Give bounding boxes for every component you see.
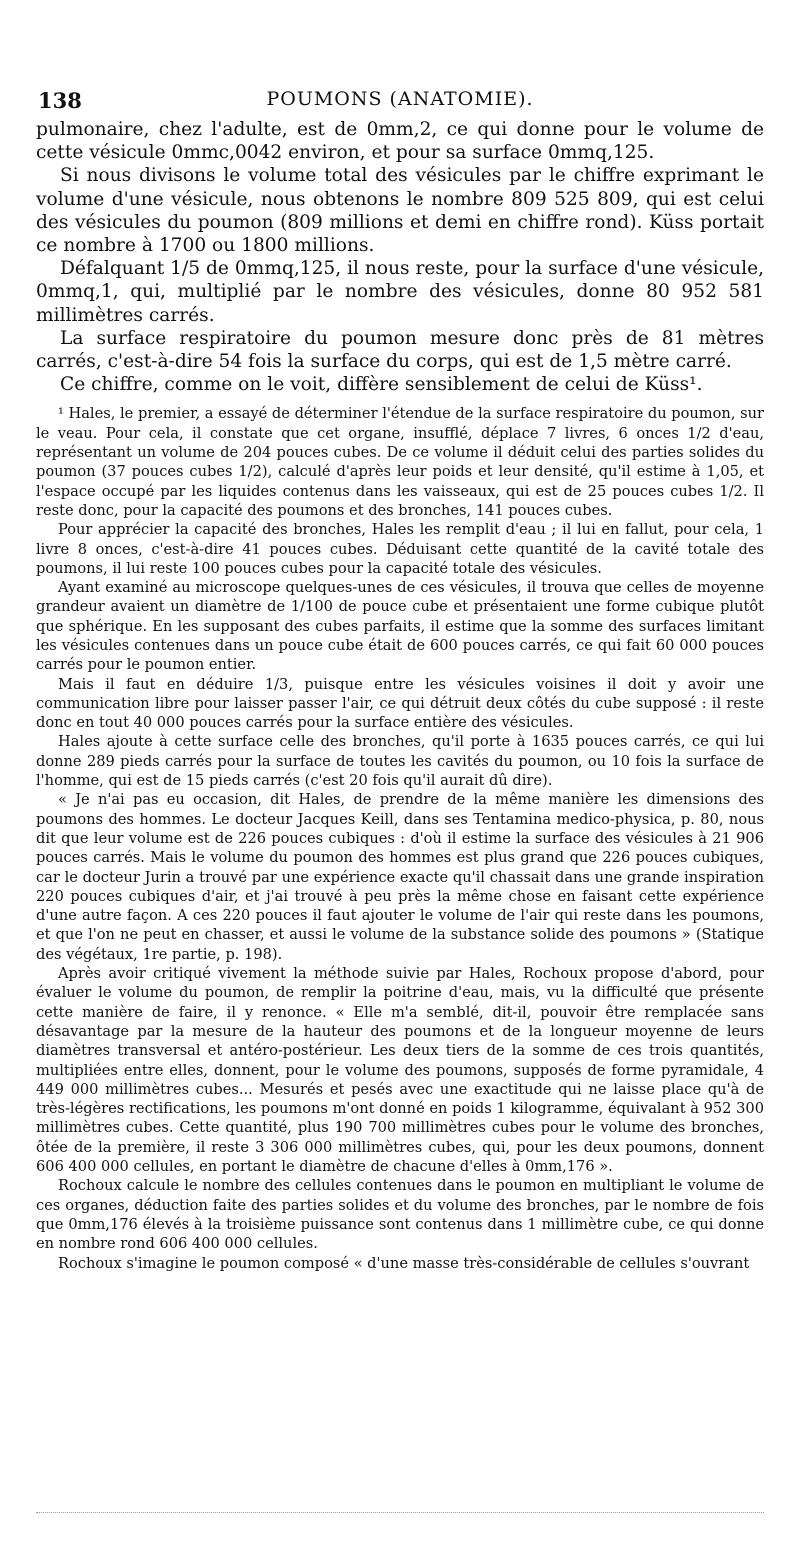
footnote-paragraph: Mais il faut en déduire 1/3, puisque entre les vésicules voisines il doit y avoir une communication libre pour laisser passer l'air, ce qui détruit deux côtés du cube supposé : il reste donc en tout 40 000 pouces carrés pour la surface entière des vésicules. bbox=[36, 675, 764, 732]
main-paragraph: Défalquant 1/5 de 0mmq,125, il nous reste, pour la surface d'une vésicule, 0mmq,1, qui, multiplié par le nombre des vésicules, donne 80 952 581 millimètres carrés. bbox=[36, 258, 764, 326]
footnote-paragraph: Rochoux calcule le nombre des cellules contenues dans le poumon en multipliant le volume de ces organes, déduction faite des parties solides et du volume des bronches, par le nombre de fois que 0mm,176 élevés à la troisième puissance sont contenus dans 1 millimètre cube, ce qui donne en nombre rond 606 400 000 cellules. bbox=[36, 1177, 764, 1253]
page-number: 138 bbox=[38, 88, 82, 113]
document-page bbox=[36, 88, 764, 1273]
main-paragraph: pulmonaire, chez l'adulte, est de 0mm,2, ce qui donne pour le volume de cette vésicule 0mmc,0042 environ, et pour sa surface 0mmq,125. bbox=[36, 119, 764, 164]
main-paragraph: Si nous divisons le volume total des vésicules par le chiffre exprimant le volume d'une vésicule, nous obtenons le nombre 809 525 809, qui est celui des vésicules du poumon (809 millions et demi en chiffre rond). Küss portait ce nombre à 1700 ou 1800 millions. bbox=[36, 165, 764, 257]
footer-rule bbox=[36, 1512, 764, 1514]
footnote-paragraph: ¹ Hales, le premier, a essayé de déterminer l'étendue de la surface respiratoire du poumon, sur le veau. Pour cela, il constate que cet organe, insufflé, déplace 7 livres, 6 onces 1/2 d'eau, représentant un volume de 204 pouces cubes. De ce volume il déduit celui des parties solides du poumon (37 pouces cubes 1/2), calculé d'après leur poids et leur densité, qu'il estime à 1,05, et l'espace occupé par les liquides contenus dans les vaisseaux, qui est de 25 pouces cubes 1/2. Il reste donc, pour la capacité des poumons et des bronches, 141 pouces cubes. bbox=[36, 405, 764, 519]
main-paragraph: Ce chiffre, comme on le voit, diffère sensiblement de celui de Küss¹. bbox=[60, 374, 703, 396]
footnotes bbox=[36, 404, 764, 1272]
footnote-paragraph: « Je n'ai pas eu occasion, dit Hales, de prendre de la même manière les dimensions des poumons des hommes. Le docteur Jacques Keill, dans ses Tentamina medico-physica, p. 80, nous dit que leur volume est de 226 pouces cubiques : d'où il estime la surface des vésicules à 21 906 pouces carrés. Mais le volume du poumon des hommes est plus grand que 226 pouces cubiques, car le docteur Jurin a trouvé par une expérience exacte qu'il chassait dans une grande inspiration 220 pouces cubiques d'air, et j'ai trouvé à peu près la même chose en faisant cette expérience d'une autre façon. A ces 220 pouces il faut ajouter le volume de l'air qui reste dans les poumons, et que l'on ne peut en chasser, et aussi le volume de la substance solide des poumons » (Statique des végétaux, 1re partie, p. 198). bbox=[36, 791, 764, 963]
footnote-paragraph: Ayant examiné au microscope quelques-unes de ces vésicules, il trouva que celles de moyenne grandeur avaient un diamètre de 1/100 de pouce cube et présentaient une forme cubique plutôt que sphérique. En les supposant des cubes parfaits, il estime que la somme des surfaces limitant les vésicules contenues dans un pouce cube était de 600 pouces carrés, ce qui fait 60 000 pouces carrés pour le poumon entier. bbox=[36, 579, 764, 674]
page-header bbox=[36, 88, 764, 114]
footnote-paragraph: Rochoux s'imagine le poumon composé « d'une masse très-considérable de cellules s'ouvrant bbox=[58, 1254, 750, 1272]
running-title: POUMONS (ANATOMIE). bbox=[266, 88, 534, 110]
footnote-paragraph: Pour apprécier la capacité des bronches, Hales les remplit d'eau ; il lui en fallut, pour cela, 1 livre 8 onces, c'est-à-dire 41 pouces cubes. Déduisant cette quantité de la cavité totale des poumons, il lui reste 100 pouces cubes pour la capacité totale des vésicules. bbox=[36, 521, 764, 577]
footnote-paragraph: Hales ajoute à cette surface celle des bronches, qu'il porte à 1635 pouces carrés, ce qui lui donne 289 pieds carrés pour la surface de toutes les cavités du poumon, ou 10 fois la surface de l'homme, qui est de 15 pieds carrés (c'est 20 fois qu'il aurait dû dire). bbox=[36, 733, 764, 790]
main-paragraph: La surface respiratoire du poumon mesure donc près de 81 mètres carrés, c'est-à-dire 54 fois la surface du corps, qui est de 1,5 mètre carré. bbox=[36, 327, 764, 373]
main-text bbox=[36, 118, 764, 396]
footnote-paragraph: Après avoir critiqué vivement la méthode suivie par Hales, Rochoux propose d'abord, pour évaluer le volume du poumon, de remplir la poitrine d'eau, mais, vu la difficulté que présente cette manière de faire, il y renonce. « Elle m'a semblé, dit-il, pouvoir être remplacée sans désavantage par la mesure de la hauteur des poumons et de la longueur moyenne de leurs diamètres transversal et antéro-postérieur. Les deux tiers de la somme de ces trois quantités, multipliées entre elles, donnent, pour le volume des poumons, supposés de forme pyramidale, 4 449 000 millimètres cubes... Mesurés et pesés avec une exactitude qui ne laisse place qu'à de très-légères rectifications, les poumons m'ont donné en poids 1 kilogramme, équivalant à 952 300 millimètres cubes. Cette quantité, plus 190 700 millimètres cubes pour le volume des bronches, ôtée de la première, il reste 3 306 000 millimètres cubes, qui, pour les deux poumons, donnent 606 400 000 cellules, en portant le diamètre de chacune d'elles à 0mm,176 ». bbox=[36, 965, 764, 1176]
